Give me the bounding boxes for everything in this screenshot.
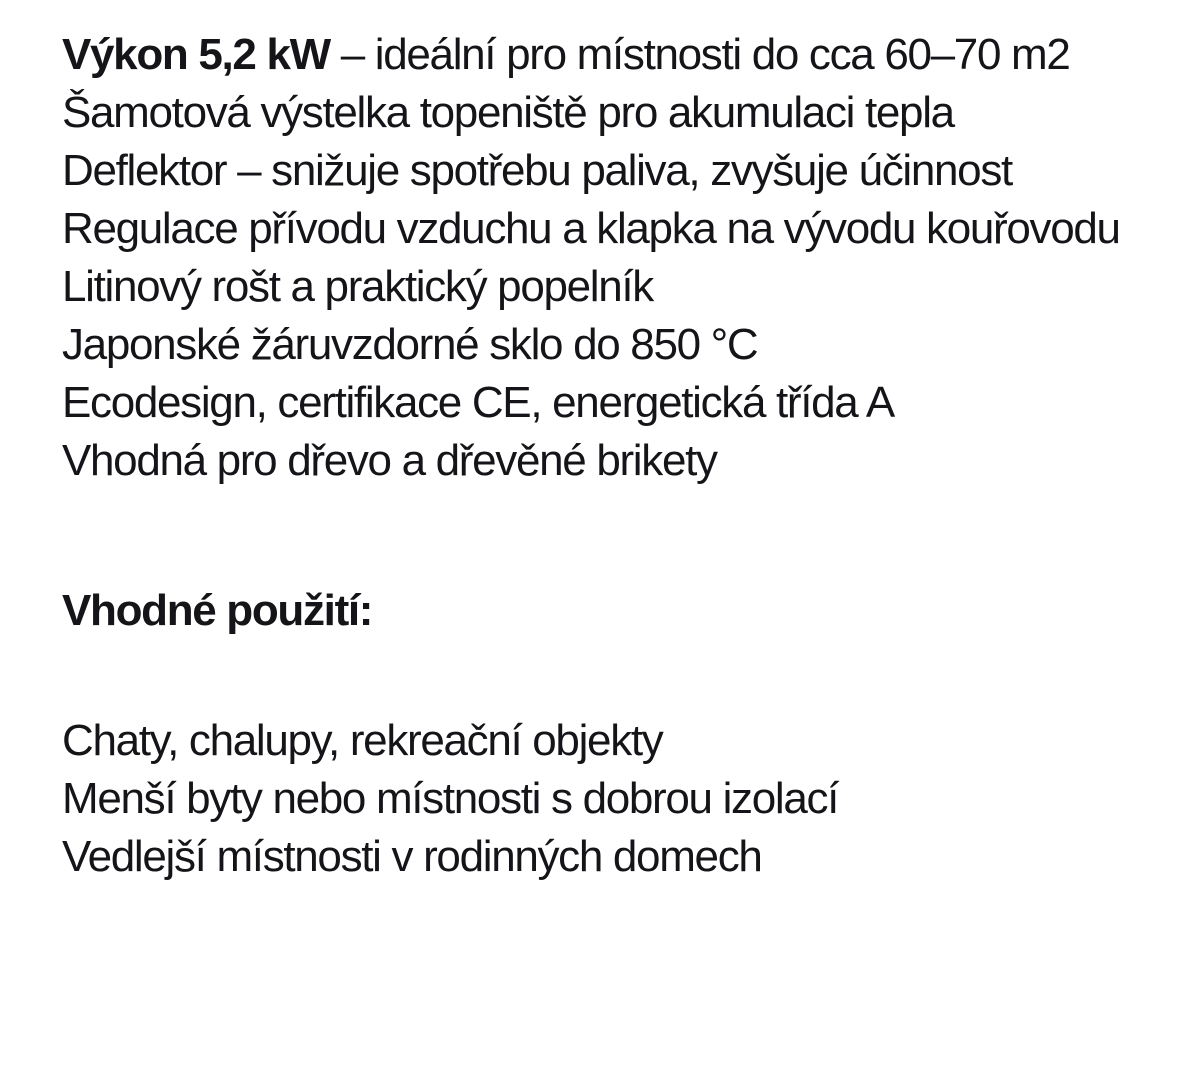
feature-line: Litinový rošt a praktický popelník: [62, 262, 653, 311]
feature-line: Regulace přívodu vzduchu a klapka na vývodu kouřovodu: [62, 204, 1120, 253]
intro-line: [62, 26, 1140, 84]
usage-heading: Vhodné použití:: [62, 586, 373, 635]
power-spec-regular-text: – ideální pro místnosti do cca 60–70 m2: [329, 30, 1070, 79]
usage-item: Menší byty nebo místnosti s dobrou izolací: [62, 774, 839, 823]
feature-line: Vhodná pro dřevo a dřevěné brikety: [62, 436, 717, 485]
usage-item: Vedlejší místnosti v rodinných domech: [62, 832, 762, 881]
feature-line: Ecodesign, certifikace CE, energetická třída A: [62, 378, 894, 427]
usage-list: [62, 712, 1140, 886]
feature-line: Šamotová výstelka topeniště pro akumulaci tepla: [62, 88, 954, 137]
power-spec-bold-text: Výkon 5,2 kW: [62, 30, 330, 79]
feature-line: Japonské žáruvzdorné sklo do 850 °C: [62, 320, 758, 369]
usage-item: Chaty, chalupy, rekreační objekty: [62, 716, 663, 765]
feature-line: Deflektor – snižuje spotřebu paliva, zvyšuje účinnost: [62, 146, 1012, 195]
